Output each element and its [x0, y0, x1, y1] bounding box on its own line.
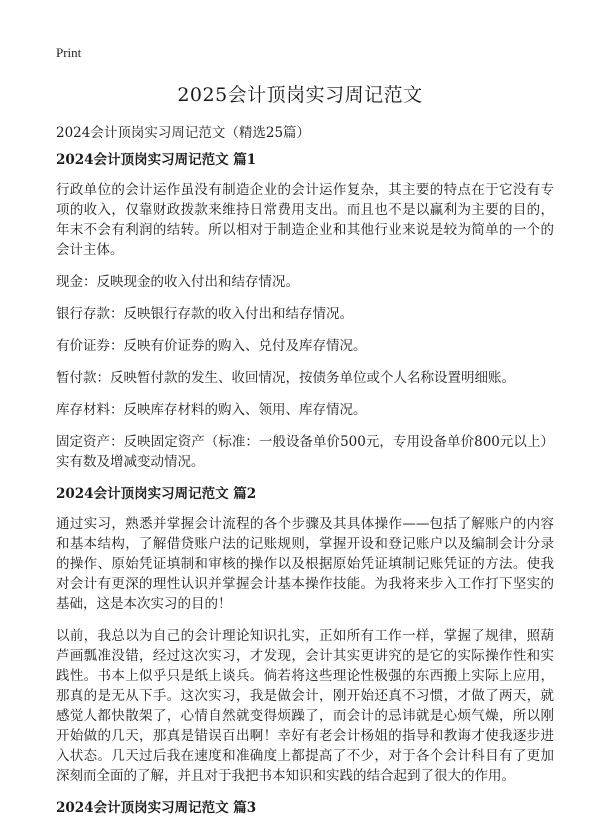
section-heading-2: 2024会计顶岗实习周记范文 篇2 [56, 486, 257, 502]
paragraph: 通过实习，熟悉并掌握会计流程的各个步骤及其具体操作——包括了解账户的内容和基本结构，了解借贷账户法的记账规则，掌握开设和登记账户以及编制会计分录的操作、原始凭证填制和审核的操作以及根据原始凭证填制记账凭证的方法。使我对会计有更深的理性认识并掌握会计基本操作技能。为我将来步入工作打下坚实的基础，这是本次实习的目的！ [56, 516, 554, 612]
section-heading-3: 2024会计顶岗实习周记范文 篇3 [56, 800, 257, 816]
paragraph: 以前，我总以为自己的会计理论知识扎实，正如所有工作一样，掌握了规律，照葫芦画瓢准没错，经过这次实习，才发现，会计其实更讲究的是它的实际操作性和实践性。书本上似乎只是纸上谈兵。倘若将这些理论性极强的东西搬上实际上应用，那真的是无从下手。这次实习，我是做会计，刚开始还真不习惯，才做了两天，就感觉人都快散架了，心情自然就变得烦躁了，而会计的忌讳就是心烦气燥，所以刚开始做的几天，那真是错误百出啊！幸好有老会计杨姐的指导和教诲才使我逐步进入状态。几天过后我在速度和准确度上都提高了不少，对于各个会计科目有了更加深刻而全面的了解，并且对于我把书本知识和实践的结合起到了很大的作用。 [56, 628, 554, 784]
article-body [56, 146, 554, 828]
paragraph: 库存材料：反映库存材料的购入、领用、库存情况。 [56, 402, 367, 418]
page-title: 2025会计顶岗实习周记范文 [177, 84, 423, 106]
document-subtitle: 2024会计顶岗实习周记范文（精选25篇） [56, 125, 311, 141]
paragraph: 有价证券：反映有价证券的购入、兑付及库存情况。 [56, 338, 367, 354]
paragraph: 行政单位的会计运作虽没有制造企业的会计运作复杂，其主要的特点在于它没有专项的收入，仅靠财政拨款来维持日常费用支出。而且也不是以赢利为主要的目的，年末不会有利润的结转。所以相对于制造企业和其他行业来说是较为简单的一个的会计主体。 [56, 182, 554, 258]
paragraph: 固定资产：反映固定资产（标准：一般设备单价500元，专用设备单价800元以上）实有数及增减变动情况。 [56, 434, 554, 470]
section-heading-1: 2024会计顶岗实习周记范文 篇1 [56, 152, 257, 168]
paragraph: 暂付款：反映暂付款的发生、收回情况，按债务单位或个人名称设置明细账。 [56, 370, 515, 386]
paragraph: 银行存款：反映银行存款的收入付出和结存情况。 [56, 306, 353, 322]
print-link[interactable]: Print [56, 45, 82, 60]
paragraph: 现金：反映现金的收入付出和结存情况。 [56, 274, 299, 290]
